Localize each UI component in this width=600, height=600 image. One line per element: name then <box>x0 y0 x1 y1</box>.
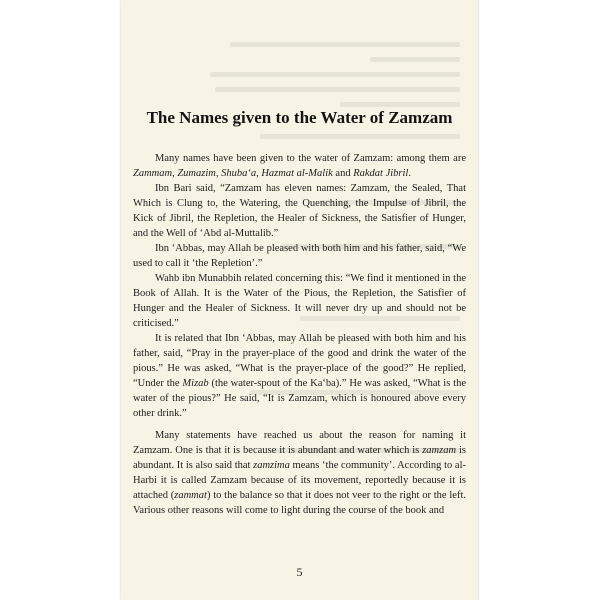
text-run: Many statements have reached us about the reason for naming it Zamzam. One is that it is because it is abundant and water which is <box>133 430 466 456</box>
book-page <box>121 0 478 600</box>
page-title: The Names given to the Water of Zamzam <box>146 108 453 127</box>
text-run: Wahb ibn Munabbih related concerning this: “We find it mentioned in the Book of Allah. It is the Water of the Pious, the Repletion, the Satisfier of Hunger and the Healer of Sickness. It will never dry up and should not be criticised.” <box>133 273 466 329</box>
paragraph <box>133 181 466 241</box>
page-number: 5 <box>296 565 303 579</box>
paragraph <box>133 151 466 181</box>
italic-term: Zammam, Zumazim, Shuba‘a, Hazmat al-Malik <box>133 168 333 179</box>
paragraph <box>133 428 466 518</box>
text-run: Many names have been given to the water of Zamzam: among them are <box>155 153 466 164</box>
text-run: Ibn ‘Abbas, may Allah be pleased with both him and his father, said, “We used to call it ‘the Repletion’.” <box>133 243 466 269</box>
text-run: . <box>408 168 411 179</box>
paragraph <box>133 271 466 331</box>
text-run: means ‘the community’. According to al-Harbi it is called Zamzam because of its movement, reportedly because it is attached ( <box>133 460 466 501</box>
paragraph <box>133 241 466 271</box>
italic-term: zammat <box>174 490 207 501</box>
italic-term: zamzima <box>253 460 290 471</box>
text-run: (the water-spout of the Ka‘ba).” He was asked, “What is the water of the pious?” He said, “It is Zamzam, which is honoured above every other drink.” <box>133 378 466 419</box>
text-run: ) to the balance so that it does not veer to the right or the left. Various other reasons will come to light during the course of the book and <box>133 490 466 516</box>
paragraph <box>133 331 466 421</box>
text-run: Ibn Bari said, “Zamzam has eleven names: Zamzam, the Sealed, That Which is Clung to, the Watering, the Quenching, the Impulse of Jibril, the Kick of Jibril, the Repletion, the Healer of Sickness, the Satisfier of Hunger, and the Well of ‘Abd al-Muttalib.” <box>133 183 466 239</box>
body-text <box>133 151 466 518</box>
italic-term: Rakdat Jibril <box>353 168 409 179</box>
text-run: and <box>332 168 354 179</box>
text-run: It is related that Ibn ‘Abbas, may Allah be pleased with both him and his father, said, “Pray in the prayer-place of the good and drink the water of the pious.” He was asked, “What is the prayer-place of the good?” He replied, “Under the <box>133 333 466 389</box>
text-run: is abundant. It is also said that <box>133 445 466 471</box>
italic-term: Mizab <box>182 378 209 389</box>
italic-term: zamzam <box>422 445 457 456</box>
